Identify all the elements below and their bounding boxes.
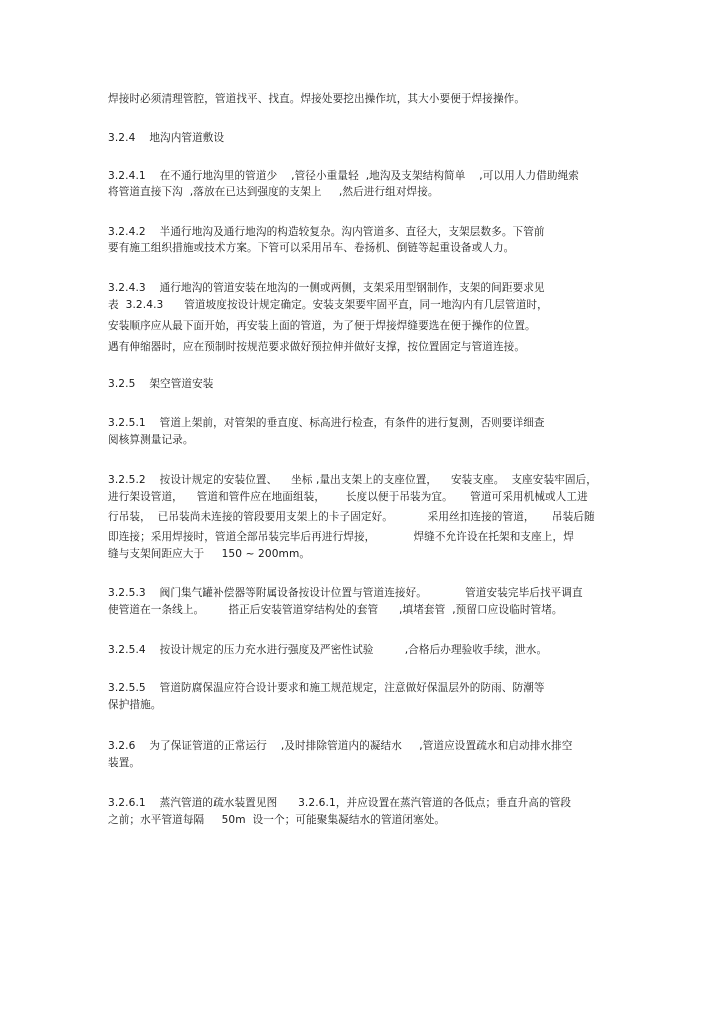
text-line: 装置。 (108, 757, 141, 769)
section-heading-3-2-4: 3.2.4 地沟内管道敷设 (108, 132, 225, 144)
text-line: 阅核算测量记录。 (108, 434, 194, 446)
text-line: 3.2.5.1 管道上架前，对管架的垂直度、标高进行检查，有条件的进行复测，否则要详细查 (108, 417, 545, 429)
text-line: 使管道在一条线上。 搭正后安装管道穿结构处的套管 ,填堵套管 ,预留口应设临时管堵。 (108, 604, 563, 616)
text-line: 3.2.4.3 通行地沟的管道安装在地沟的一侧或两侧，支架采用型钢制作，支架的间距要求见 (108, 282, 545, 294)
text-line: 3.2.6.1 蒸汽管道的疏水装置见图 3.2.6.1，并应设置在蒸汽管道的各低点；垂直升高的管段 (108, 797, 572, 809)
text-line: 即连接；采用焊接时，管道全部吊装完毕后再进行焊接， 焊缝不允许设在托架和支座上，焊 (108, 531, 574, 543)
text-line: 进行架设管道， 管道和管件应在地面组装， 长度以便于吊装为宜。 管道可采用机械或人工进 (108, 491, 588, 503)
text-line: 3.2.5.3 阀门集气罐补偿器等附属设备按设计位置与管道连接好。 管道安装完毕后找平调直 (108, 587, 583, 599)
text-line: 行吊装， 已吊装尚未连接的管段要用支架上的卡子固定好。 采用丝扣连接的管道， 吊装后随 (108, 511, 595, 523)
text-line: 3.2.5.2 按设计规定的安装位置、 坐标 ,量出支架上的支座位置， 安装支座。 支座安装牢固后， (108, 474, 597, 486)
text-line: 遇有伸缩器时，应在预制时按规范要求做好预拉伸并做好支撑，按位置固定与管道连接。 (108, 341, 526, 353)
text-line: 将管道直接下沟 ,落放在已达到强度的支架上 ,然后进行组对焊接。 (108, 186, 439, 198)
text-line: 焊接时必须清理管腔，管道找平、找直。焊接处要挖出操作坑，其大小要便于焊接操作。 (108, 93, 526, 105)
text-line: 要有施工组织措施或技术方案。下管可以采用吊车、卷扬机、倒链等起重设备或人力。 (108, 242, 515, 254)
text-line: 3.2.4.2 半通行地沟及通行地沟的构造较复杂。沟内管道多、直径大，支架层数多。下管前 (108, 226, 545, 238)
text-line: 缝与支架间距应大于 150 ~ 200mm。 (108, 548, 311, 560)
text-line: 表 3.2.4.3 管道坡度按设计规定确定。安装支架要牢固平直，同一地沟内有几层管道时， (108, 299, 548, 311)
section-heading-3-2-5: 3.2.5 架空管道安装 (108, 378, 214, 390)
text-line: 之前；水平管道每隔 50m 设一个；可能聚集凝结水的管道闭塞处。 (108, 814, 446, 826)
text-line: 保护措施。 (108, 699, 162, 711)
text-line: 3.2.5.4 按设计规定的压力充水进行强度及严密性试验 ,合格后办理验收手续，泄水。 (108, 644, 548, 656)
text-line: 3.2.4.1 在不通行地沟里的管道少 ,管径小重量轻 ,地沟及支架结构简单 ,可以用人力借助绳索 (108, 170, 579, 182)
text-line: 安装顺序应从最下面开始，再安装上面的管道，为了便于焊接焊缝要选在便于操作的位置。 (108, 320, 536, 332)
text-line: 3.2.5.5 管道防腐保温应符合设计要求和施工规范规定，注意做好保温层外的防雨、防潮等 (108, 682, 545, 694)
text-line: 3.2.6 为了保证管道的正常运行 ,及时排除管道内的凝结水 ,管道应设置疏水和启动排水排空 (108, 740, 573, 752)
